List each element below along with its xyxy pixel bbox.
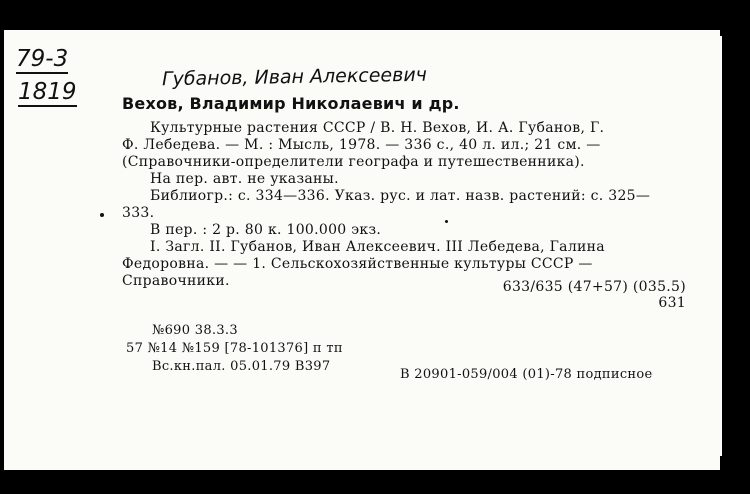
card-edge: [718, 36, 722, 456]
record-line: 57 №14 №159 [78-101376] п тп: [126, 341, 343, 356]
body-line: (Справочники-определители географа и путешественника).: [122, 154, 585, 170]
body-line: Федоровна. — — 1. Сельскохозяйственные культуры СССР —: [122, 256, 593, 272]
author-heading: Вехов, Владимир Николаевич и др.: [122, 94, 460, 113]
record-line: №690 38.3.3: [152, 323, 238, 338]
handwritten-name: Губанов, Иван Алексеевич: [161, 63, 428, 91]
ink-speck: [445, 220, 448, 223]
body-line: Ф. Лебедева. — М. : Мысль, 1978. — 336 с., 40 л. ил.; 21 см. —: [122, 137, 601, 153]
call-number-bottom: 1819: [18, 79, 77, 105]
body-line: Справочники.: [122, 273, 230, 289]
body-line: 333.: [122, 205, 155, 221]
body-line: В пер. : 2 р. 80 к. 100.000 экз.: [150, 222, 382, 238]
publisher-code: В 20901-059/004 (01)-78 подписное: [400, 367, 653, 382]
call-number-top: 79-3: [16, 46, 69, 72]
classification-code: 631: [658, 295, 686, 311]
catalog-card: [4, 30, 720, 470]
body-line: I. Загл. II. Губанов, Иван Алексеевич. III Лебедева, Галина: [150, 239, 605, 255]
body-line: Библиогр.: с. 334—336. Указ. рус. и лат. назв. растений: с. 325—: [150, 188, 651, 204]
body-line: Культурные растения СССР / В. Н. Вехов, И. А. Губанов, Г.: [150, 120, 605, 136]
udc-classification: 633/635 (47+57) (035.5): [502, 279, 686, 295]
body-line: На пер. авт. не указаны.: [150, 171, 339, 187]
ink-speck: [100, 213, 104, 217]
record-line: Вс.кн.пал. 05.01.79 В397: [152, 359, 331, 374]
